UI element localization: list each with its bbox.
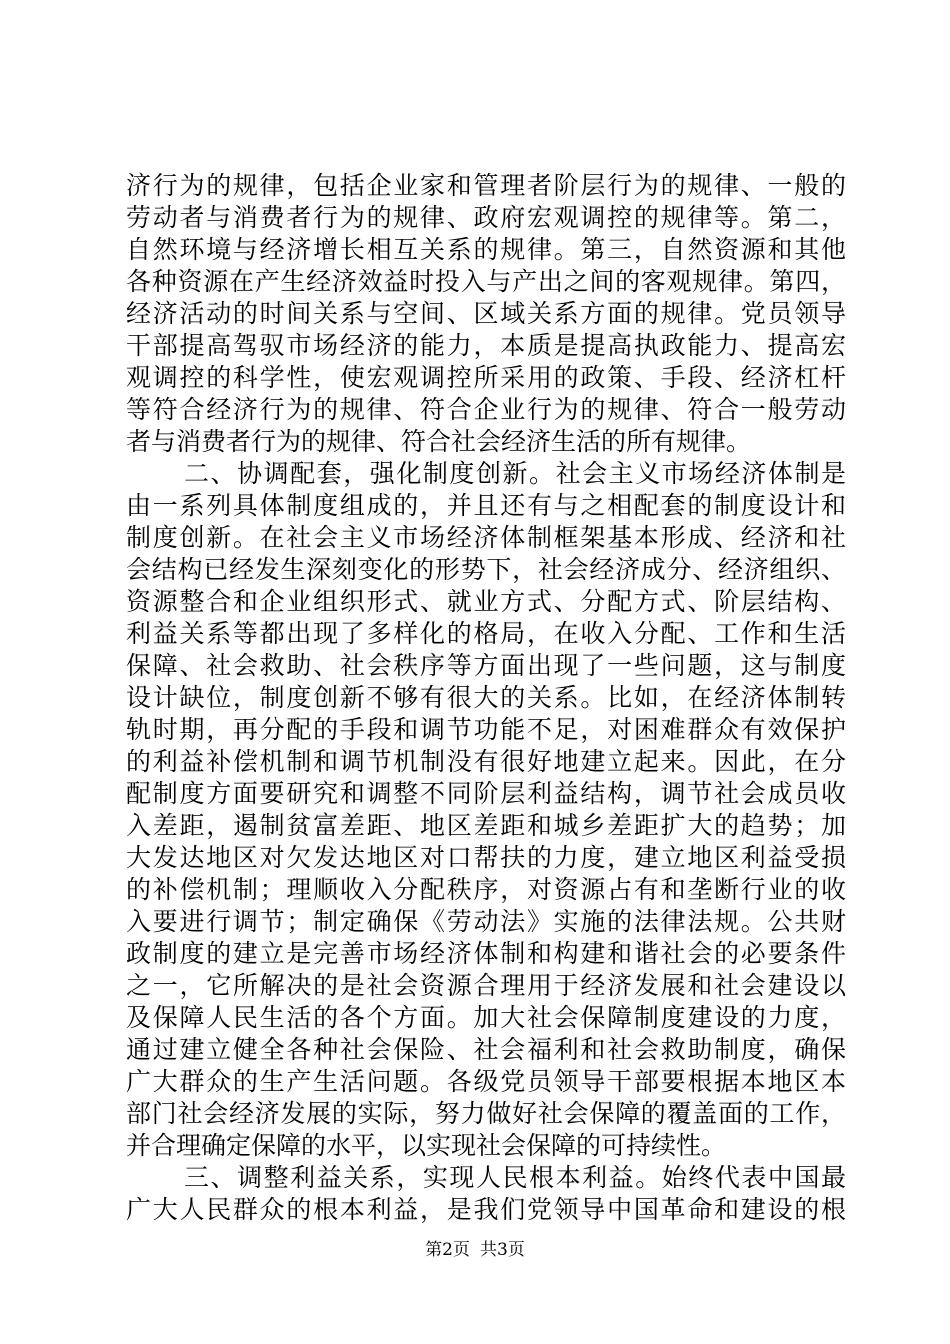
text-line: 干部提高驾驭市场经济的能力，本质是提高执政能力、提高宏 <box>126 331 846 360</box>
document-body <box>126 170 846 1226</box>
text-line: 由一系列具体制度组成的，并且还有与之相配套的制度设计和 <box>126 491 846 520</box>
text-line: 及保障人民生活的各个方面。加大社会保障制度建设的力度， <box>126 1003 846 1032</box>
text-line: 广大群众的生产生活问题。各级党员领导干部要根据本地区本 <box>126 1067 846 1096</box>
page-number: 第2页 <box>425 1240 470 1260</box>
text-line: 济行为的规律，包括企业家和管理者阶层行为的规律、一般的 <box>126 171 846 200</box>
text-line: 利益关系等都出现了多样化的格局，在收入分配、工作和生活 <box>126 619 846 648</box>
text-line: 观调控的科学性，使宏观调控所采用的政策、手段、经济杠杆 <box>126 363 846 392</box>
text-line: 者与消费者行为的规律、符合社会经济生活的所有规律。 <box>126 427 752 456</box>
page-total: 共3页 <box>480 1240 525 1260</box>
text-line: 经济活动的时间关系与空间、区域关系方面的规律。党员领导 <box>126 299 846 328</box>
text-line: 广大人民群众的根本利益，是我们党领导中国革命和建设的根 <box>126 1195 846 1224</box>
text-line: 制度创新。在社会主义市场经济体制框架基本形成、经济和社 <box>126 523 846 552</box>
text-line: 部门社会经济发展的实际，努力做好社会保障的覆盖面的工作， <box>126 1099 846 1128</box>
section-heading-line: 三、调整利益关系，实现人民根本利益。始终代表中国最 <box>184 1163 846 1192</box>
text-line: 并合理确定保障的水平，以实现社会保障的可持续性。 <box>126 1131 727 1160</box>
text-line: 配制度方面要研究和调整不同阶层利益结构，调节社会成员收 <box>126 779 846 808</box>
text-line: 自然环境与经济增长相互关系的规律。第三，自然资源和其他 <box>126 235 846 264</box>
text-line: 的补偿机制；理顺收入分配秩序，对资源占有和垄断行业的收 <box>126 875 846 904</box>
text-line: 设计缺位，制度创新不够有很大的关系。比如，在经济体制转 <box>126 683 846 712</box>
text-line: 入要进行调节；制定确保《劳动法》实施的法律法规。公共财 <box>126 907 846 936</box>
text-line: 入差距，遏制贫富差距、地区差距和城乡差距扩大的趋势；加 <box>126 811 846 840</box>
section-heading-line: 二、协调配套，强化制度创新。社会主义市场经济体制是 <box>184 459 846 488</box>
text-line: 轨时期，再分配的手段和调节功能不足，对困难群众有效保护 <box>126 715 846 744</box>
text-line: 通过建立健全各种社会保险、社会福利和社会救助制度，确保 <box>126 1035 846 1064</box>
text-line: 之一，它所解决的是社会资源合理用于经济发展和社会建设以 <box>126 971 846 1000</box>
text-line: 保障、社会救助、社会秩序等方面出现了一些问题，这与制度 <box>126 651 846 680</box>
text-line: 各种资源在产生经济效益时投入与产出之间的客观规律。第四， <box>126 267 846 296</box>
text-line: 资源整合和企业组织形式、就业方式、分配方式、阶层结构、 <box>126 587 846 616</box>
text-line: 等符合经济行为的规律、符合企业行为的规律、符合一般劳动 <box>126 395 846 424</box>
text-line: 会结构已经发生深刻变化的形势下，社会经济成分、经济组织、 <box>126 555 846 584</box>
text-line: 大发达地区对欠发达地区对口帮扶的力度，建立地区利益受损 <box>126 843 846 872</box>
text-line: 劳动者与消费者行为的规律、政府宏观调控的规律等。第二， <box>126 203 846 232</box>
page-footer <box>0 1240 950 1260</box>
text-line: 的利益补偿机制和调节机制没有很好地建立起来。因此，在分 <box>126 747 846 776</box>
text-line: 政制度的建立是完善市场经济体制和构建和谐社会的必要条件 <box>126 939 846 968</box>
